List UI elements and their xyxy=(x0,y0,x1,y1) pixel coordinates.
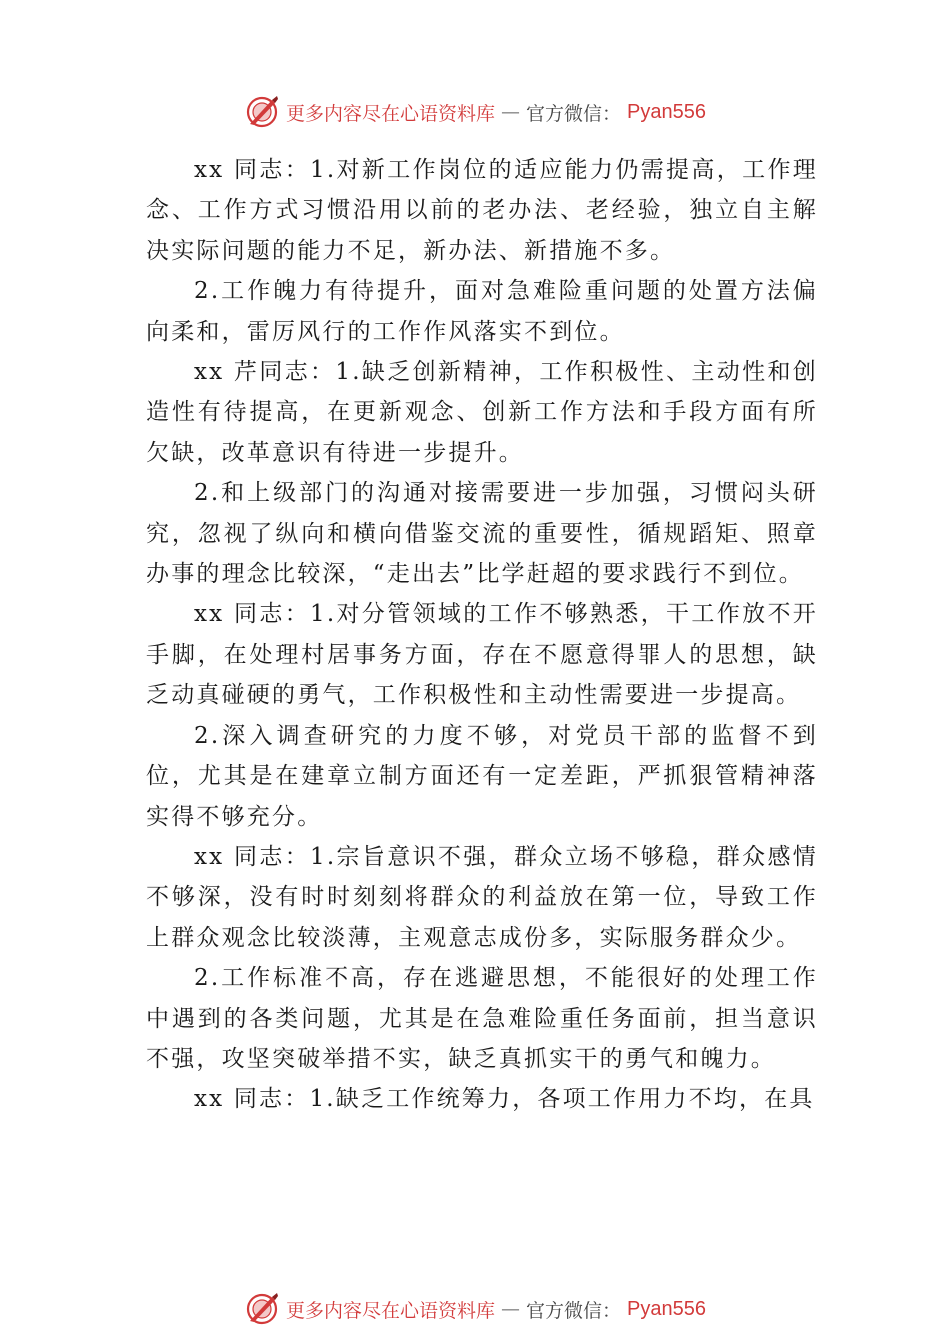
banner-separator: — xyxy=(501,101,521,123)
paragraph: 2.工作标准不高，存在逃避思想，不能很好的处理工作中遇到的各类问题，尤其是在急难险重任务面前，担当意识不强，攻坚突破举措不实，缺乏真抓实干的勇气和魄力。 xyxy=(146,965,818,1072)
header-banner-content xyxy=(244,94,706,130)
banner-separator: — xyxy=(501,1298,521,1320)
paragraph: 2.工作魄力有待提升，面对急难险重问题的处置方法偏向柔和，雷厉风行的工作作风落实不到位。 xyxy=(146,278,818,345)
banner-site-name: 更多内容尽在心语资料库 xyxy=(286,102,496,125)
banner-wechat-label: 官方微信： xyxy=(526,102,622,125)
banner-wechat-id: Pyan556 xyxy=(627,100,706,123)
paragraph: xx 同志：1.对新工作岗位的适应能力仍需提高，工作理念、工作方式习惯沿用以前的老办法、老经验，独立自主解决实际问题的能力不足，新办法、新措施不多。 xyxy=(146,157,818,264)
document-body xyxy=(146,150,818,1120)
paragraph: 2.深入调查研究的力度不够，对党员干部的监督不到位，尤其是在建章立制方面还有一定差距，严抓狠管精神落实得不够充分。 xyxy=(146,722,818,830)
paragraph: xx 同志：1.缺乏工作统筹力，各项工作用力不均，在具 xyxy=(194,1086,815,1113)
paragraph: xx 同志：1.宗旨意识不强，群众立场不够稳，群众感情不够深，没有时时刻刻将群众的利益放在第一位，导致工作上群众观念比较淡薄，主观意志成份多，实际服务群众少。 xyxy=(146,843,818,951)
header-banner xyxy=(0,92,950,132)
paragraph: 2.和上级部门的沟通对接需要进一步加强，习惯闷头研究，忽视了纵向和横向借鉴交流的重要性，循规蹈矩、照章办事的理念比较深，“走出去”比学赶超的要求践行不到位。 xyxy=(146,480,818,588)
banner-site-name: 更多内容尽在心语资料库 xyxy=(286,1299,496,1322)
footer-banner xyxy=(0,1289,950,1329)
footer-banner-content xyxy=(244,1291,706,1327)
banner-wechat-id: Pyan556 xyxy=(627,1297,706,1320)
banner-wechat-label: 官方微信： xyxy=(526,1299,622,1322)
paragraph: xx 芹同志：1.缺乏创新精神，工作积极性、主动性和创造性有待提高，在更新观念、创新工作方法和手段方面有所欠缺，改革意识有待进一步提升。 xyxy=(146,359,818,466)
quill-seal-icon xyxy=(244,1291,280,1327)
quill-seal-icon xyxy=(244,94,280,130)
paragraph: xx 同志：1.对分管领域的工作不够熟悉，干工作放不开手脚，在处理村居事务方面，存在不愿意得罪人的思想，缺乏动真碰硬的勇气，工作积极性和主动性需要进一步提高。 xyxy=(146,601,818,709)
